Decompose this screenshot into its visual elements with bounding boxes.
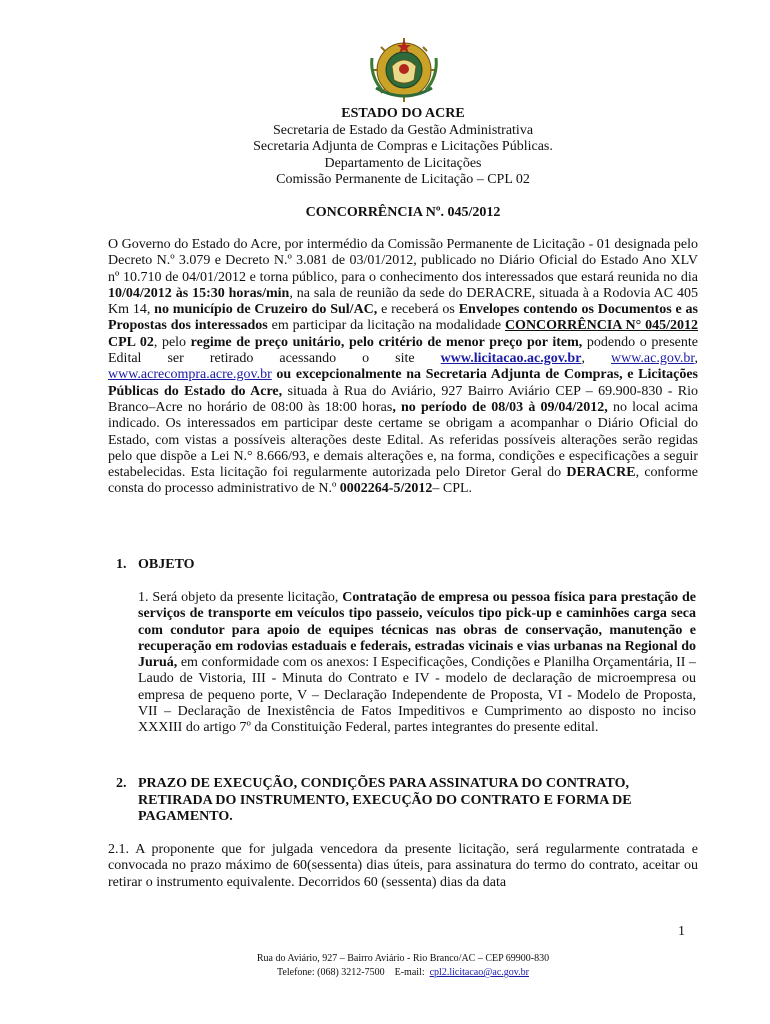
section-heading-objeto	[116, 557, 696, 574]
intro-text: , conforme consta do processo administrativo de N.º	[108, 465, 698, 497]
objeto-bold-text: Contratação de empresa ou pessoa física para prestação de serviços de transporte em veículos tipo passeio, veículos tipo pick-up e caminhões carga seca com condutor para apoio de equipes técnicas nas obras de conservação, manutenção e recuperação em rodovias estaduais e federais, estradas vicinais e vias urbanas na Regional do Juruá,	[138, 590, 696, 671]
objeto-text: 1. Será objeto da presente licitação,	[138, 590, 343, 605]
deracre-name: DERACRE	[566, 465, 636, 481]
secretariat-location: ou excepcionalmente na Secretaria Adjunta de Compras, e Licitações Públicas do Estado do Acre,	[108, 367, 698, 399]
page-number: 1	[678, 924, 685, 939]
intro-text: ,	[581, 351, 611, 367]
section-heading-prazo	[116, 776, 696, 826]
acrecompra-link[interactable]: www.acrecompra.acre.gov.br	[108, 367, 272, 383]
municipality: no município de Cruzeiro do Sul/AC,	[154, 302, 378, 318]
intro-text: , pelo	[153, 334, 191, 350]
section-number: 1.	[116, 557, 127, 572]
intro-text: ,	[694, 351, 699, 367]
footer-address: Rua do Aviário, 927 – Bairro Aviário - Rio Branco/AC – CEP 69900-830	[256, 953, 550, 964]
process-number: 0002264-5/2012	[339, 481, 433, 497]
clause-2-1-paragraph: 2.1. A proponente que for julgada vencedora da presente licitação, será regularmente contratada e convocada no prazo máximo de 60(sessenta) dias úteis, para assinatura do termo do contrato, aceitar ou retirar o instrumento equivalente. Decorridos 60 (sessenta) dias da data	[108, 842, 698, 890]
intro-text: e receberá os	[377, 302, 459, 318]
state-coat-of-arms-icon	[366, 36, 442, 106]
intro-text: podendo o presente Edital ser retirado acessando o site	[108, 334, 698, 367]
footer-phone: Telefone: (068) 3212-7500 E-mail:	[277, 967, 430, 978]
state-name: ESTADO DO ACRE	[341, 106, 465, 121]
objeto-text: em conformidade com os anexos: I Especificações, Condições e Planilha Orçamentária, II – Laudo de Vistoria, III - Minuta do Contrato e IV - modelo de declaração de microempresa ou empresa de pequeno porte, V – Declaração Independente de Proposta, VI - Modelo de Proposta, VII – Declaração de Inexistência de Fatos Impeditivos e Cumprimento ao disposto no inciso XXXIII do artigo 7º da Constituição Federal, partes integrantes do presente edital.	[138, 655, 696, 736]
meeting-datetime: 10/04/2012 às 15:30 horas/min	[108, 285, 290, 301]
intro-text: , na sala de reunião da sede do DERACRE, situada à a Rodovia AC 405 Km 14,	[108, 285, 698, 318]
objeto-paragraph	[138, 590, 696, 737]
footer-email-link[interactable]: cpl2.licitacao@ac.gov.br	[429, 967, 529, 978]
page-footer	[108, 952, 698, 980]
section-title: OBJETO	[138, 557, 195, 572]
secretariat-line: Secretaria de Estado da Gestão Administrativa	[272, 122, 534, 138]
price-regime: regime de preço unitário, pelo critério de menor preço por item,	[190, 334, 583, 350]
document-title: CONCORRÊNCIA Nº. 045/2012	[305, 205, 501, 220]
intro-text: – CPL.	[432, 481, 473, 497]
section-number: 2.	[116, 776, 127, 791]
ac-gov-link[interactable]: www.ac.gov.br	[610, 351, 695, 367]
modality-number: CONCORRÊNCIA N° 045/2012	[504, 318, 699, 334]
section-title: PRAZO DE EXECUÇÃO, CONDIÇÕES PARA ASSINATURA DO CONTRATO, RETIRADA DO INSTRUMENTO, EXECUÇÃO DO CONTRATO E FORMA DE PAGAMENTO.	[138, 776, 632, 824]
department-line: Departamento de Licitações	[324, 155, 482, 171]
footer-contact	[108, 966, 698, 980]
cpl-number: CPL 02	[108, 334, 154, 350]
intro-paragraph	[108, 237, 698, 498]
intro-text: no local acima indicado. Os interessados em participar deste certame se obrigam a acompanhar o Diário Oficial do Estado, com vistas a possíveis alterações deste Edital. As referidas possíveis alterações serão regidas pelo que dispõe a Lei N.° 8.666/93, e demais alterações e, na forma, condições e especificações a seguir estabelecidas. Esta licitação foi regularmente autorizada pelo Diretor Geral do	[108, 399, 698, 481]
licitacao-site-link[interactable]: www.licitacao.ac.gov.br	[440, 351, 582, 367]
intro-text: em participar da licitação na modalidade	[267, 318, 505, 334]
intro-text: situada à Rua do Aviário, 927 Bairro Aviário CEP – 69.900-830 - Rio Branco–Acre no horário de 08:00 às 18:00 horas	[108, 383, 698, 415]
period-dates: , no período de 08/03 à 09/04/2012,	[392, 399, 608, 415]
sub-secretariat-line: Secretaria Adjunta de Compras e Licitações Públicas.	[253, 139, 553, 154]
envelopes-text: Envelopes contendo os Documentos e as Propostas dos interessados	[108, 302, 698, 334]
intro-text: O Governo do Estado do Acre, por intermédio da Comissão Permanente de Licitação - 01 designada pelo Decreto N.º 3.079 e Decreto N.º 3.081 de 03/01/2012, publicado no Diário Oficial do Estado Ano XLV nº 10.710 de 04/01/2012 e torna público, para o conhecimento dos interessados que estará reunida no dia	[108, 237, 698, 285]
letterhead	[108, 106, 698, 189]
commission-line: Comissão Permanente de Licitação – CPL 02	[276, 172, 530, 187]
